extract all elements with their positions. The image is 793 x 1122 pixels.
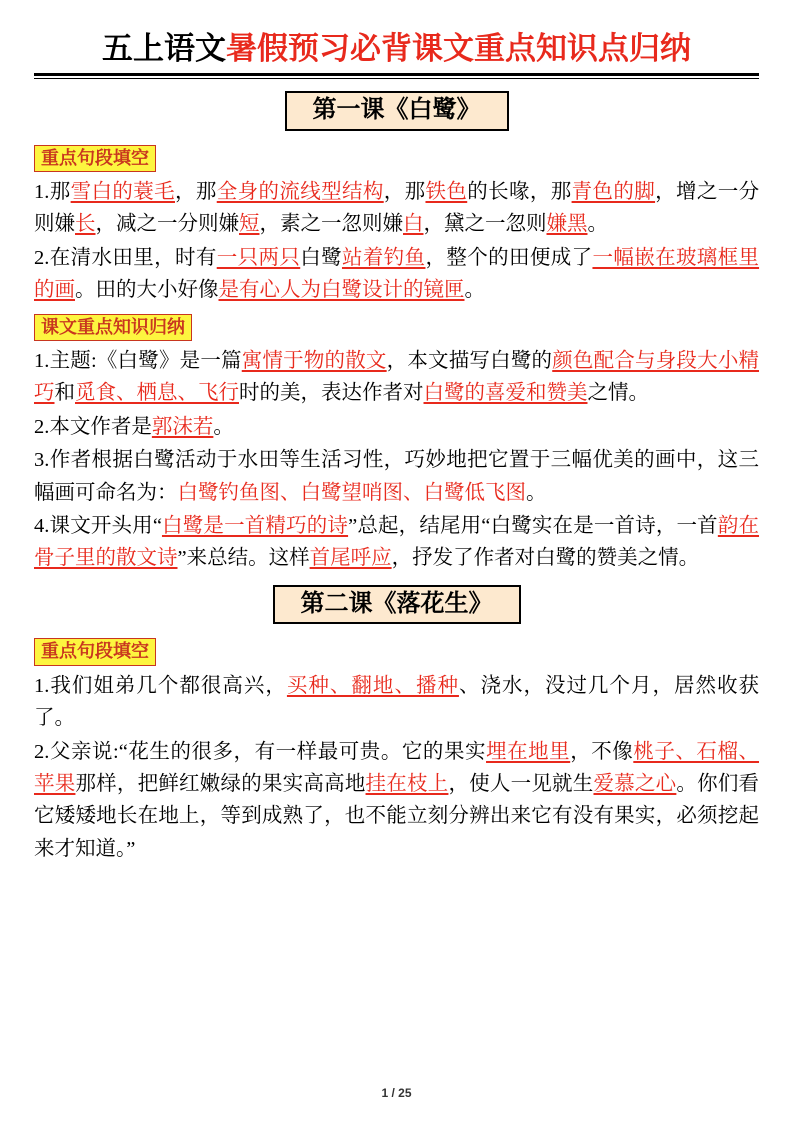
highlight-run: 一幅嵌在玻璃框里的画 — [34, 246, 760, 302]
body-paragraph — [34, 510, 759, 575]
text-run: 2.在清水田里，时有 — [34, 246, 217, 269]
body-paragraph — [34, 176, 759, 241]
highlight-run: 全身的流线型结构 — [216, 181, 384, 204]
text-run: 1.那 — [34, 181, 71, 204]
text-run: 。你们看它矮矮地长在地上，等到成熟了，也不能立刻分辨出来它有没有果实，必须挖起来才知道。” — [34, 773, 760, 860]
text-run: 时的美，表达作者对 — [239, 382, 424, 405]
body-paragraph — [34, 736, 759, 866]
highlight-run: 是有心人为白鹭设计的镜匣 — [218, 279, 465, 302]
highlight-run: 颜色配合与身段大小精巧 — [34, 350, 760, 405]
lesson-heading — [34, 91, 759, 131]
body-paragraph — [34, 444, 759, 509]
text-run: ”来总结。这样 — [177, 547, 310, 570]
text-run: 。田的大小好像 — [75, 279, 219, 302]
text-run: 那样，把鲜红嫩绿的果实高高地 — [75, 773, 366, 796]
text-run: ，增之一分则嫌 — [34, 181, 760, 236]
highlight-run: 白鹭的喜爱和赞美 — [423, 382, 588, 405]
body-paragraph — [34, 242, 759, 307]
highlight-run: 挂在枝上 — [365, 773, 449, 796]
text-run: ，抒发了作者对白鹭的赞美之情。 — [391, 547, 700, 570]
highlight-run: 爱慕之心 — [593, 773, 677, 796]
text-run: ，素之一忽则嫌 — [259, 213, 403, 236]
text-run: 3.作者根据白鹭活动于水田等生活习性，巧妙地把它置于三幅优美的画中，这三幅画可命名为： — [34, 449, 759, 504]
title-divider-thin — [34, 78, 759, 79]
highlight-run: 长 — [75, 213, 96, 236]
text-run: ，本文描写白鹭的 — [386, 350, 553, 373]
highlight-run: 韵在骨子里的散文诗 — [34, 514, 760, 570]
highlight-run: 买种、翻地、播种 — [286, 674, 459, 697]
text-run: ，不像 — [570, 740, 634, 763]
highlight-run: 青色的脚 — [571, 181, 656, 204]
text-run: ，那 — [383, 181, 426, 204]
highlight-run: 觅食、栖息、飞行 — [75, 382, 239, 405]
highlight-run: 雪白的蓑毛 — [70, 181, 175, 204]
section-tag: 重点句段填空 — [34, 145, 156, 173]
highlight-run: 白 — [403, 213, 424, 236]
text-run: 。 — [526, 481, 547, 504]
highlight-run: 首尾呼应 — [309, 547, 392, 570]
text-run: ，使人一见就生 — [448, 773, 594, 796]
highlight-run: 一只两只 — [216, 246, 301, 269]
text-run: ”总起，结尾用“白鹭实在是一首诗，一首 — [348, 514, 718, 537]
text-run: ，整个的田便成了 — [425, 246, 593, 269]
highlight-run: 寓情于物的散文 — [241, 350, 387, 373]
lesson-heading-label: 第二课《落花生》 — [273, 585, 521, 625]
highlight-run: 桃子、石榴、苹果 — [34, 740, 760, 796]
text-run: 。 — [213, 415, 234, 438]
highlight-run: 郭沫若 — [151, 415, 214, 438]
text-run: ，那 — [174, 181, 217, 204]
section-tag: 重点句段填空 — [34, 638, 156, 666]
text-run: 2.父亲说:“花生的很多，有一样最可贵。它的果实 — [34, 740, 487, 763]
highlight-run: 站着钓鱼 — [341, 246, 426, 269]
highlight-run: 铁色 — [425, 181, 468, 204]
body-paragraph — [34, 411, 759, 443]
page-title — [34, 30, 759, 73]
highlight-run: 短 — [239, 213, 260, 236]
text-run: 、浇水，没过几个月，居然收获了。 — [34, 674, 760, 730]
document-content — [34, 91, 759, 865]
title-divider-thick — [34, 73, 759, 76]
page-footer: 1 / 25 — [381, 1086, 412, 1100]
text-run: 1.我们姐弟几个都很高兴， — [34, 674, 287, 697]
highlight-run: 埋在地里 — [486, 740, 571, 763]
text-run: ，减之一分则嫌 — [95, 213, 239, 236]
body-paragraph — [34, 670, 759, 735]
text-run: 的长喙，那 — [467, 181, 572, 204]
page-title-prefix: 五上语文 — [102, 31, 226, 66]
lesson-heading — [34, 585, 759, 625]
text-run: 1.主题:《白鹭》是一篇 — [34, 350, 242, 373]
highlight-run: 白鹭钓鱼图、白鹭望哨图、白鹭低飞图 — [177, 481, 526, 504]
text-run: 。 — [587, 213, 608, 236]
text-run: 白鹭 — [300, 246, 342, 269]
text-run: ，黛之一忽则 — [423, 213, 547, 236]
text-run: 2.本文作者是 — [34, 415, 152, 438]
page-title-highlight: 暑假预习必背课文重点知识点归纳 — [226, 31, 691, 66]
highlight-run: 嫌黑 — [546, 213, 588, 236]
text-run: 4.课文开头用“ — [34, 514, 162, 537]
text-run: 。 — [464, 279, 485, 302]
body-paragraph — [34, 345, 759, 410]
lesson-heading-label: 第一课《白鹭》 — [285, 91, 509, 131]
highlight-run: 白鹭是一首精巧的诗 — [161, 514, 349, 537]
section-tag: 课文重点知识归纳 — [34, 314, 192, 342]
text-run: 和 — [54, 382, 75, 405]
text-run: 之情。 — [587, 382, 649, 405]
